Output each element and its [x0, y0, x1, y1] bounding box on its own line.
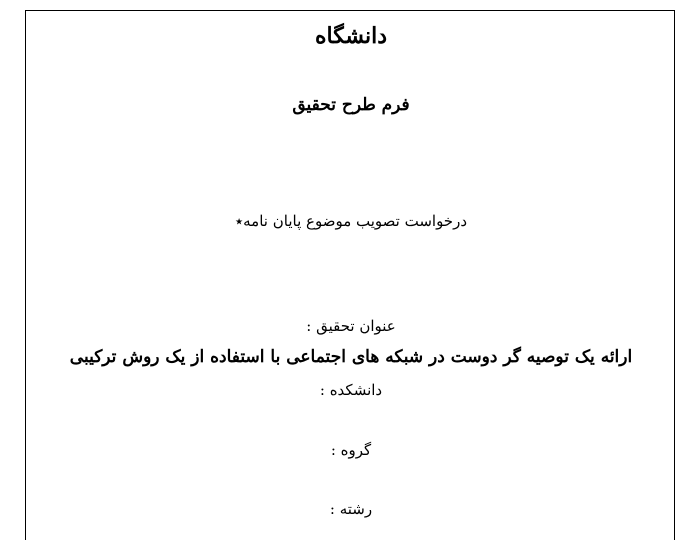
document-page: [25, 10, 675, 540]
major-label: رشته :: [329, 500, 373, 518]
request-text: درخواست تصویب موضوع پایان نامه٭: [234, 212, 468, 230]
faculty-label: دانشکده :: [319, 381, 383, 399]
topic-label: عنوان تحقیق :: [306, 317, 396, 335]
form-title: فرم طرح تحقیق: [292, 95, 410, 115]
group-label: گروه :: [330, 441, 372, 459]
topic-value: ارائه یک توصیه گر دوست در شبکه های اجتماعی با استفاده از یک روش ترکیبی: [69, 347, 633, 367]
university-heading: دانشگاه: [314, 23, 388, 49]
